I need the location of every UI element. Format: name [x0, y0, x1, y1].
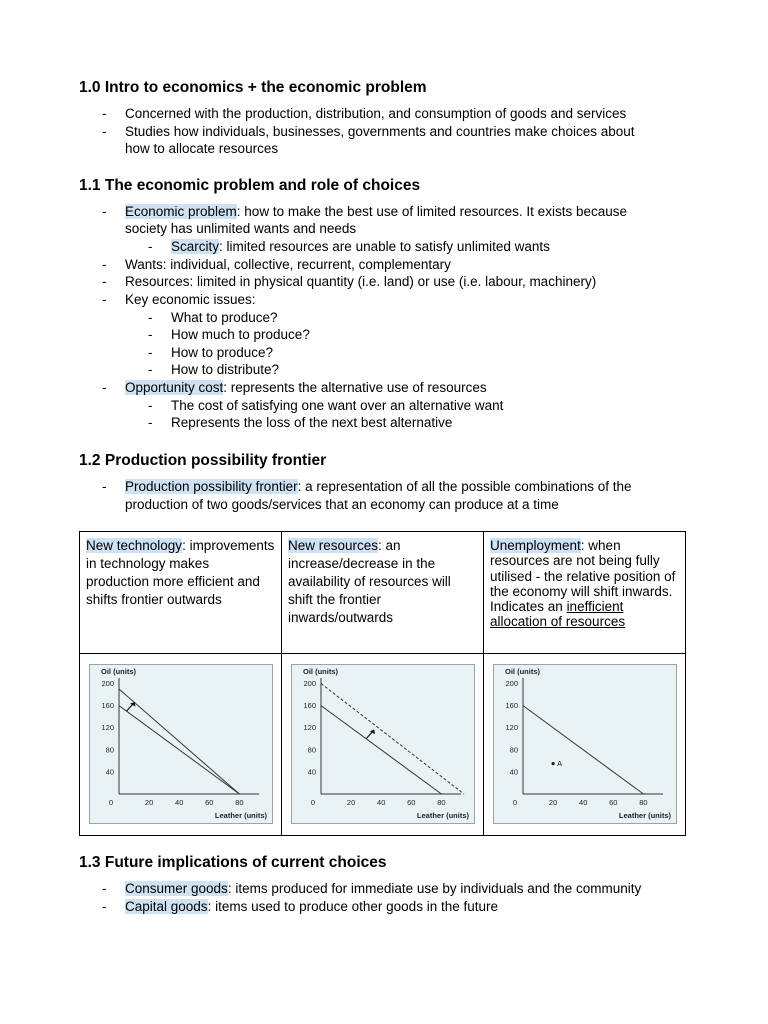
y-tick-label: 80: [105, 745, 114, 755]
bullet-text: Studies how individuals, businesses, governments and countries make choices about: [125, 124, 635, 139]
sub-bullet-dash: -: [148, 310, 153, 325]
ppf-graph-unemployment: [493, 664, 677, 824]
x-tick-label: 40: [579, 798, 588, 807]
y-axis-label: Oil (units): [303, 667, 338, 676]
bullet-dash: -: [102, 479, 107, 494]
bullet-dash: -: [102, 274, 107, 289]
highlighted-term: Production possibility frontier: [125, 479, 298, 494]
sub-bullet-dash: -: [148, 327, 153, 342]
cell-text: : when resources are not being fully utilised - the relative position of the economy will shift inwards. Indicates an: [490, 538, 676, 615]
underlined-text: inefficient allocation of resources: [490, 599, 626, 630]
table-row-text: [80, 532, 686, 654]
bullet-ppf: [125, 478, 632, 496]
cell-new-technology: [80, 532, 282, 654]
y-tick-label: 160: [303, 701, 316, 711]
x-tick-label: 0: [512, 798, 518, 807]
y-tick-label: 120: [101, 723, 114, 733]
highlighted-term: Economic problem: [125, 204, 237, 219]
graph-cell-3: [484, 654, 686, 836]
definition-text: : how to make the best use of limited resources. It exists because: [236, 204, 627, 219]
bullet-dash: -: [102, 899, 107, 914]
sub-bullet-dash: -: [148, 398, 153, 413]
y-axis-label: Oil (units): [505, 667, 540, 676]
y-tick-label: 40: [509, 767, 518, 777]
x-tick-label: 80: [639, 798, 648, 807]
cell-new-resources: [282, 532, 484, 654]
y-tick-label: 200: [505, 679, 518, 689]
x-tick-label: 60: [609, 798, 618, 807]
definition-text: : items used to produce other goods in the future: [207, 899, 498, 914]
cell-text: : an increase/decrease in the availability of resources will shift the frontier inwards/outwards: [288, 538, 451, 625]
y-tick-label: 200: [101, 679, 114, 689]
y-axis-label: Oil (units): [101, 667, 136, 676]
y-tick-label: 120: [303, 723, 316, 733]
sub-bullet-text: How to produce?: [171, 345, 274, 360]
bullet-text: Wants: individual, collective, recurrent, complementary: [125, 257, 451, 272]
sub-bullet-text: How much to produce?: [171, 327, 310, 342]
x-tick-label: 0: [108, 798, 114, 807]
highlighted-term: Unemployment: [490, 538, 581, 553]
x-tick-label: 60: [205, 798, 214, 807]
sub-bullet-dash: -: [148, 239, 153, 254]
x-axis-label: Leather (units): [416, 811, 469, 820]
y-tick-label: 80: [307, 745, 316, 755]
bullet-dash: -: [102, 204, 107, 219]
sub-bullet-dash: -: [148, 345, 153, 360]
y-tick-label: 80: [509, 745, 518, 755]
bullet-text-cont: society has unlimited wants and needs: [125, 221, 357, 236]
bullet-dash: -: [102, 380, 107, 395]
x-tick-label: 80: [437, 798, 446, 807]
bullet-dash: -: [102, 881, 107, 896]
definition-text: : items produced for immediate use by individuals and the community: [227, 881, 642, 896]
definition-text: : represents the alternative use of resources: [223, 380, 487, 395]
graph-cell-2: [282, 654, 484, 836]
section-heading-1-2: 1.2 Production possibility frontier: [79, 452, 327, 469]
ppf-table: [79, 531, 686, 836]
sub-bullet-text: The cost of satisfying one want over an alternative want: [171, 398, 504, 413]
y-tick-label: 120: [505, 723, 518, 733]
table-row-graphs: [80, 654, 686, 836]
section-heading-1-1: 1.1 The economic problem and role of choices: [79, 177, 421, 194]
highlighted-term: New technology: [86, 538, 183, 553]
bullet-capital-goods: [125, 898, 498, 916]
bullet-dash: -: [102, 124, 107, 139]
highlighted-term: Capital goods: [125, 899, 208, 914]
definition-text: : a representation of all the possible combinations of the: [297, 479, 632, 494]
sub-bullet-text: How to distribute?: [171, 362, 280, 377]
bullet-opportunity-cost: [125, 379, 487, 397]
bullet-text: Resources: limited in physical quantity (i.e. land) or use (i.e. labour, machinery): [125, 274, 597, 289]
x-tick-label: 60: [407, 798, 416, 807]
y-tick-label: 160: [101, 701, 114, 711]
section-heading-1-3: 1.3 Future implications of current choices: [79, 854, 387, 871]
point-marker: [552, 762, 555, 765]
ppf-graph-new-technology: [89, 664, 273, 824]
y-tick-label: 40: [105, 767, 114, 777]
bullet-dash: -: [102, 106, 107, 121]
bullet-dash: -: [102, 257, 107, 272]
highlighted-term: Consumer goods: [125, 881, 228, 896]
definition-text: : limited resources are unable to satisfy unlimited wants: [219, 239, 550, 254]
sub-bullet-text: What to produce?: [171, 310, 278, 325]
cell-unemployment: [484, 532, 686, 654]
section-heading-1-0: 1.0 Intro to economics + the economic problem: [79, 79, 427, 96]
cell-text: : improvements in technology makes production more efficient and shifts frontier outwards: [86, 538, 275, 607]
x-tick-label: 20: [144, 798, 154, 807]
sub-bullet-dash: -: [148, 415, 153, 430]
bullet-consumer-goods: [125, 880, 641, 898]
graph-cell-1: [80, 654, 282, 836]
highlighted-term: Scarcity: [171, 239, 220, 254]
bullet-dash: -: [102, 292, 107, 307]
x-axis-label: Leather (units): [214, 811, 267, 820]
sub-bullet-scarcity: [171, 238, 550, 256]
bullet-text: Key economic issues:: [125, 292, 256, 307]
bullet-text-cont: production of two goods/services that an economy can produce at a time: [125, 497, 559, 512]
y-tick-label: 160: [505, 701, 518, 711]
highlighted-term: Opportunity cost: [125, 380, 224, 395]
bullet-economic-problem: [125, 203, 627, 221]
highlighted-term: New resources: [288, 538, 379, 553]
x-tick-label: 0: [310, 798, 316, 807]
x-tick-label: 80: [235, 798, 244, 807]
x-tick-label: 40: [377, 798, 386, 807]
bullet-text-cont: how to allocate resources: [125, 141, 279, 156]
x-tick-label: 40: [175, 798, 184, 807]
x-axis-label: Leather (units): [618, 811, 671, 820]
sub-bullet-text: Represents the loss of the next best alternative: [171, 415, 453, 430]
x-tick-label: 20: [346, 798, 356, 807]
y-tick-label: 40: [307, 767, 316, 777]
y-tick-label: 200: [303, 679, 316, 689]
ppf-graph-new-resources: [291, 664, 475, 824]
point-label: A: [557, 759, 563, 769]
x-tick-label: 20: [548, 798, 558, 807]
bullet-text: Concerned with the production, distribution, and consumption of goods and services: [125, 106, 627, 121]
sub-bullet-dash: -: [148, 362, 153, 377]
